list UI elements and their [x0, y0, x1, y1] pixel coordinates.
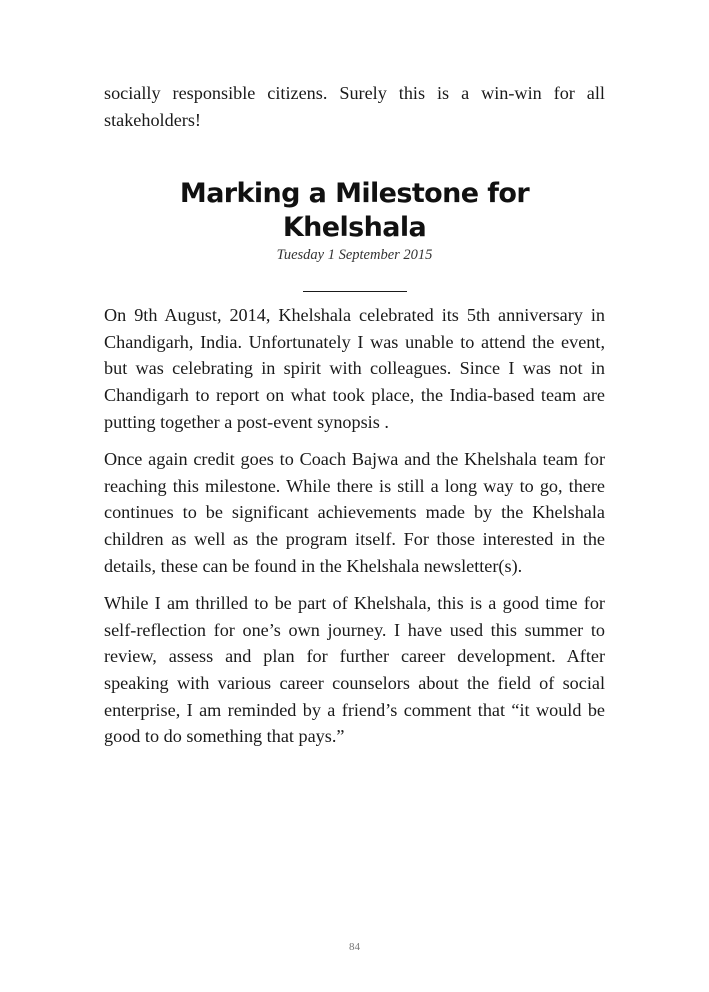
intro-paragraph: socially responsible citizens. Surely this is a win-win for all stakeholders!: [104, 83, 605, 130]
article-paragraph-2: Once again credit goes to Coach Bajwa and the Khelshala team for reaching this milestone. While there is still a long way to go, there continues to be significant achievements made by the Khelshala children as well as the program itself. For those interested in the details, these can be found in the Khelshala newsletter(s).: [104, 449, 605, 576]
article-date: Tuesday 1 September 2015: [276, 247, 433, 264]
article-title: Marking a Milestone for Khelshala: [179, 178, 530, 244]
page-content: [104, 80, 605, 750]
page-number: 84: [349, 941, 360, 953]
title-divider: [303, 291, 407, 292]
article-paragraph-1: On 9th August, 2014, Khelshala celebrated its 5th anniversary in Chandigarh, India. Unfortunately I was unable to attend the event, but was celebrating in spirit with colleagues. Since I was not in Chandigarh to report on what took place, the India-based team are putting together a post-event synopsis .: [104, 305, 605, 432]
article-paragraph-3: While I am thrilled to be part of Khelshala, this is a good time for self-reflection for one’s own journey. I have used this summer to review, assess and plan for further career development. After speaking with various career counselors about the field of social enterprise, I am reminded by a friend’s comment that “it would be good to do something that pays.”: [104, 593, 605, 747]
